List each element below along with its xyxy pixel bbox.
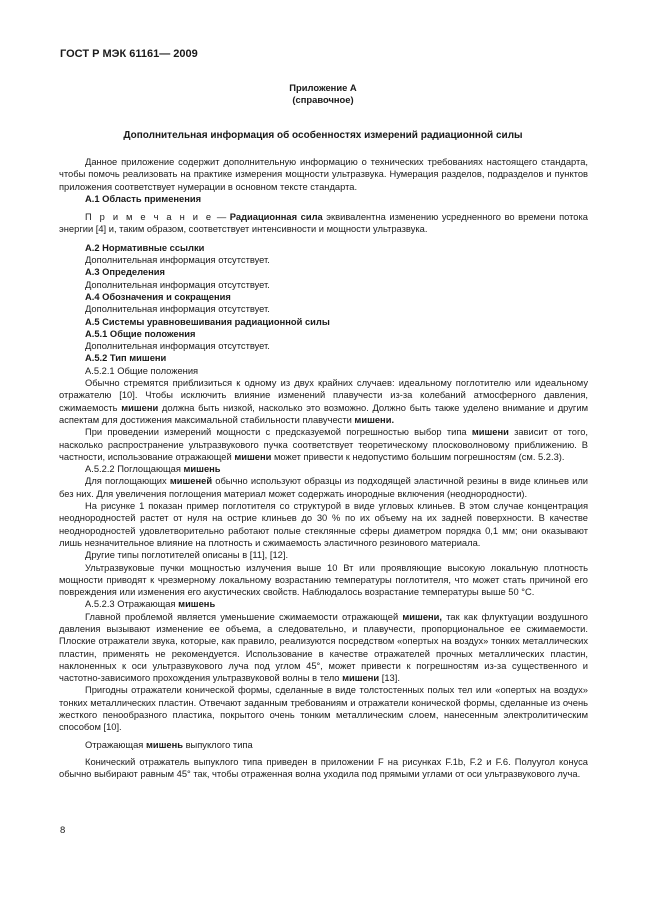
paragraph-9: Конический отражатель выпуклого типа приведен в приложении F на рисунках F.1b, F.2 и F.6. Полуугол конуса обычно выбирают равным 45° так, чтобы отраженная волна уходила под прямыми углами от оси ультразвукового луча.: [59, 756, 588, 780]
paragraph-8: Пригодны отражатели конической формы, сделанные в виде толстостенных полых тел или «опертых на воздух» тонких металлических пластин. Отвечают заданным требованиям и отражатели конической формы, сделанные из очень жесткого пенообразного пластика, покрытого очень тонким металлическим слоем, нанесенным электролитическим способом [10].: [59, 685, 588, 733]
section-a521-title: А.5.2.1 Общие положения: [85, 365, 199, 376]
section-a51-text: Дополнительная информация отсутствует.: [85, 341, 270, 352]
paragraph-6: Ультразвуковые пучки мощностью излучения выше 10 Вт или проявляющие высокую локальную плотность мощности приводят к чрезмерному локальному возрастанию температуры поглотителя, что может стать причиной его повреждения или изменения его акустических свойств. Наблюдалось возрастание температуры выше 50 °С.: [59, 562, 588, 598]
intro-paragraph: Данное приложение содержит дополнительную информацию о технических требованиях настоящего стандарта, чтобы помочь реализовать на практике измерения мощности ультразвука. Нумерация разделов, подразделов и пунктов приложения соответствует нумерации в основном тексте стандарта.: [59, 157, 588, 192]
section-a1-title: А.1 Область применения: [85, 193, 202, 204]
page-number: 8: [60, 825, 66, 836]
section-a5-title: А.5 Системы уравновешивания радиационной силы: [85, 316, 330, 327]
section-a4-title: А.4 Обозначения и сокращения: [85, 291, 231, 302]
section-a3-text: Дополнительная информация отсутствует.: [85, 279, 270, 290]
section-a52-title: А.5.2 Тип мишени: [85, 353, 167, 364]
document-header: ГОСТ Р МЭК 61161— 2009: [60, 48, 198, 60]
appendix-title: Приложение А: [289, 82, 357, 93]
note-label: П р и м е ч а н и е: [85, 212, 214, 223]
section-a2-title: А.2 Нормативные ссылки: [85, 242, 205, 253]
paragraph-7: Главной проблемой является уменьшение сжимаемости отражающей мишени, так как флуктуации воздушного давления вызывают изменение ее объема, а следовательно, и плавучести, пропорциональное ее сжимаемости. Плоские отражатели звука, которые, как правило, реализуются посредством «опертых на воздух» тонких металлических пластин, применять не рекомендуется. Использование в качестве отражателей прочных металлических пластин, наклоненных к оси ультразвукового луча под углом 45°, может привести к погрешностям из-за существенного и частотно-зависимого прохождения ультразвуковой волны в тело мишени [13].: [59, 611, 588, 684]
paragraph-4: На рисунке 1 показан пример поглотителя со структурой в виде угловых клиньев. В этом случае концентрация неоднородностей растет от нуля на острие клиньев до 30 % по их объему на их задней поверхности. В качестве неоднородностей удовлетворительно работают полые стеклянные сферы диаметром порядка 0,1 мм; они оказывают лишь незначительное влияние на плотность и сжимаемость эластичного резинового материала.: [59, 501, 588, 548]
section-a522-title: А.5.2.2 Поглощающая мишень: [85, 464, 221, 475]
paragraph-1: Обычно стремятся приблизиться к одному из двух крайних случаев: идеальному поглотителю или идеальному отражателю [10]. Чтобы исключить влияние изменений плавучести из-за колебаний атмосферного давления, сжимаемость мишени должна быть низкой, насколько это возможно. Должно быть также уделено внимание и другим аспектам для достижения максимальной стабильности плавучести мишени.: [59, 378, 588, 425]
a1-note: П р и м е ч а н и е — Радиационная сила эквивалентна изменению усредненного во времени потока энергии [4] и, таким образом, соответствует интенсивности и мощности ультразвука.: [59, 212, 588, 235]
note-term: Радиационная сила: [229, 212, 323, 223]
section-a51-title: А.5.1 Общие положения: [85, 328, 196, 339]
convex-reflector-title: Отражающая мишень выпуклого типа: [85, 739, 253, 750]
section-a3-title: А.3 Определения: [85, 267, 165, 278]
paragraph-5: Другие типы поглотителей описаны в [11], [12].: [85, 550, 289, 561]
paragraph-3: Для поглощающих мишеней обычно используют образцы из подходящей эластичной резины в виде клиньев или без них. Для увеличения поглощения материал может содержать инородные включения (неоднородности).: [59, 476, 588, 499]
appendix-subtitle: (справочное): [292, 94, 354, 105]
section-a2-text: Дополнительная информация отсутствует.: [85, 255, 270, 266]
section-a523-title: А.5.2.3 Отражающая мишень: [85, 599, 216, 610]
appendix-heading: Дополнительная информация об особенностях измерений радиационной силы: [123, 130, 523, 141]
paragraph-2: При проведении измерений мощности с предсказуемой погрешностью выбор типа мишени зависит от того, насколько распространение ультразвукового пучка соответствует теоретическому плосковолновому приближению. В частности, использование отражающей мишени может привести к недопустимо большим погрешностям (см. 5.2.3).: [59, 427, 588, 462]
section-a4-text: Дополнительная информация отсутствует.: [85, 304, 270, 315]
document-body: [59, 156, 588, 781]
